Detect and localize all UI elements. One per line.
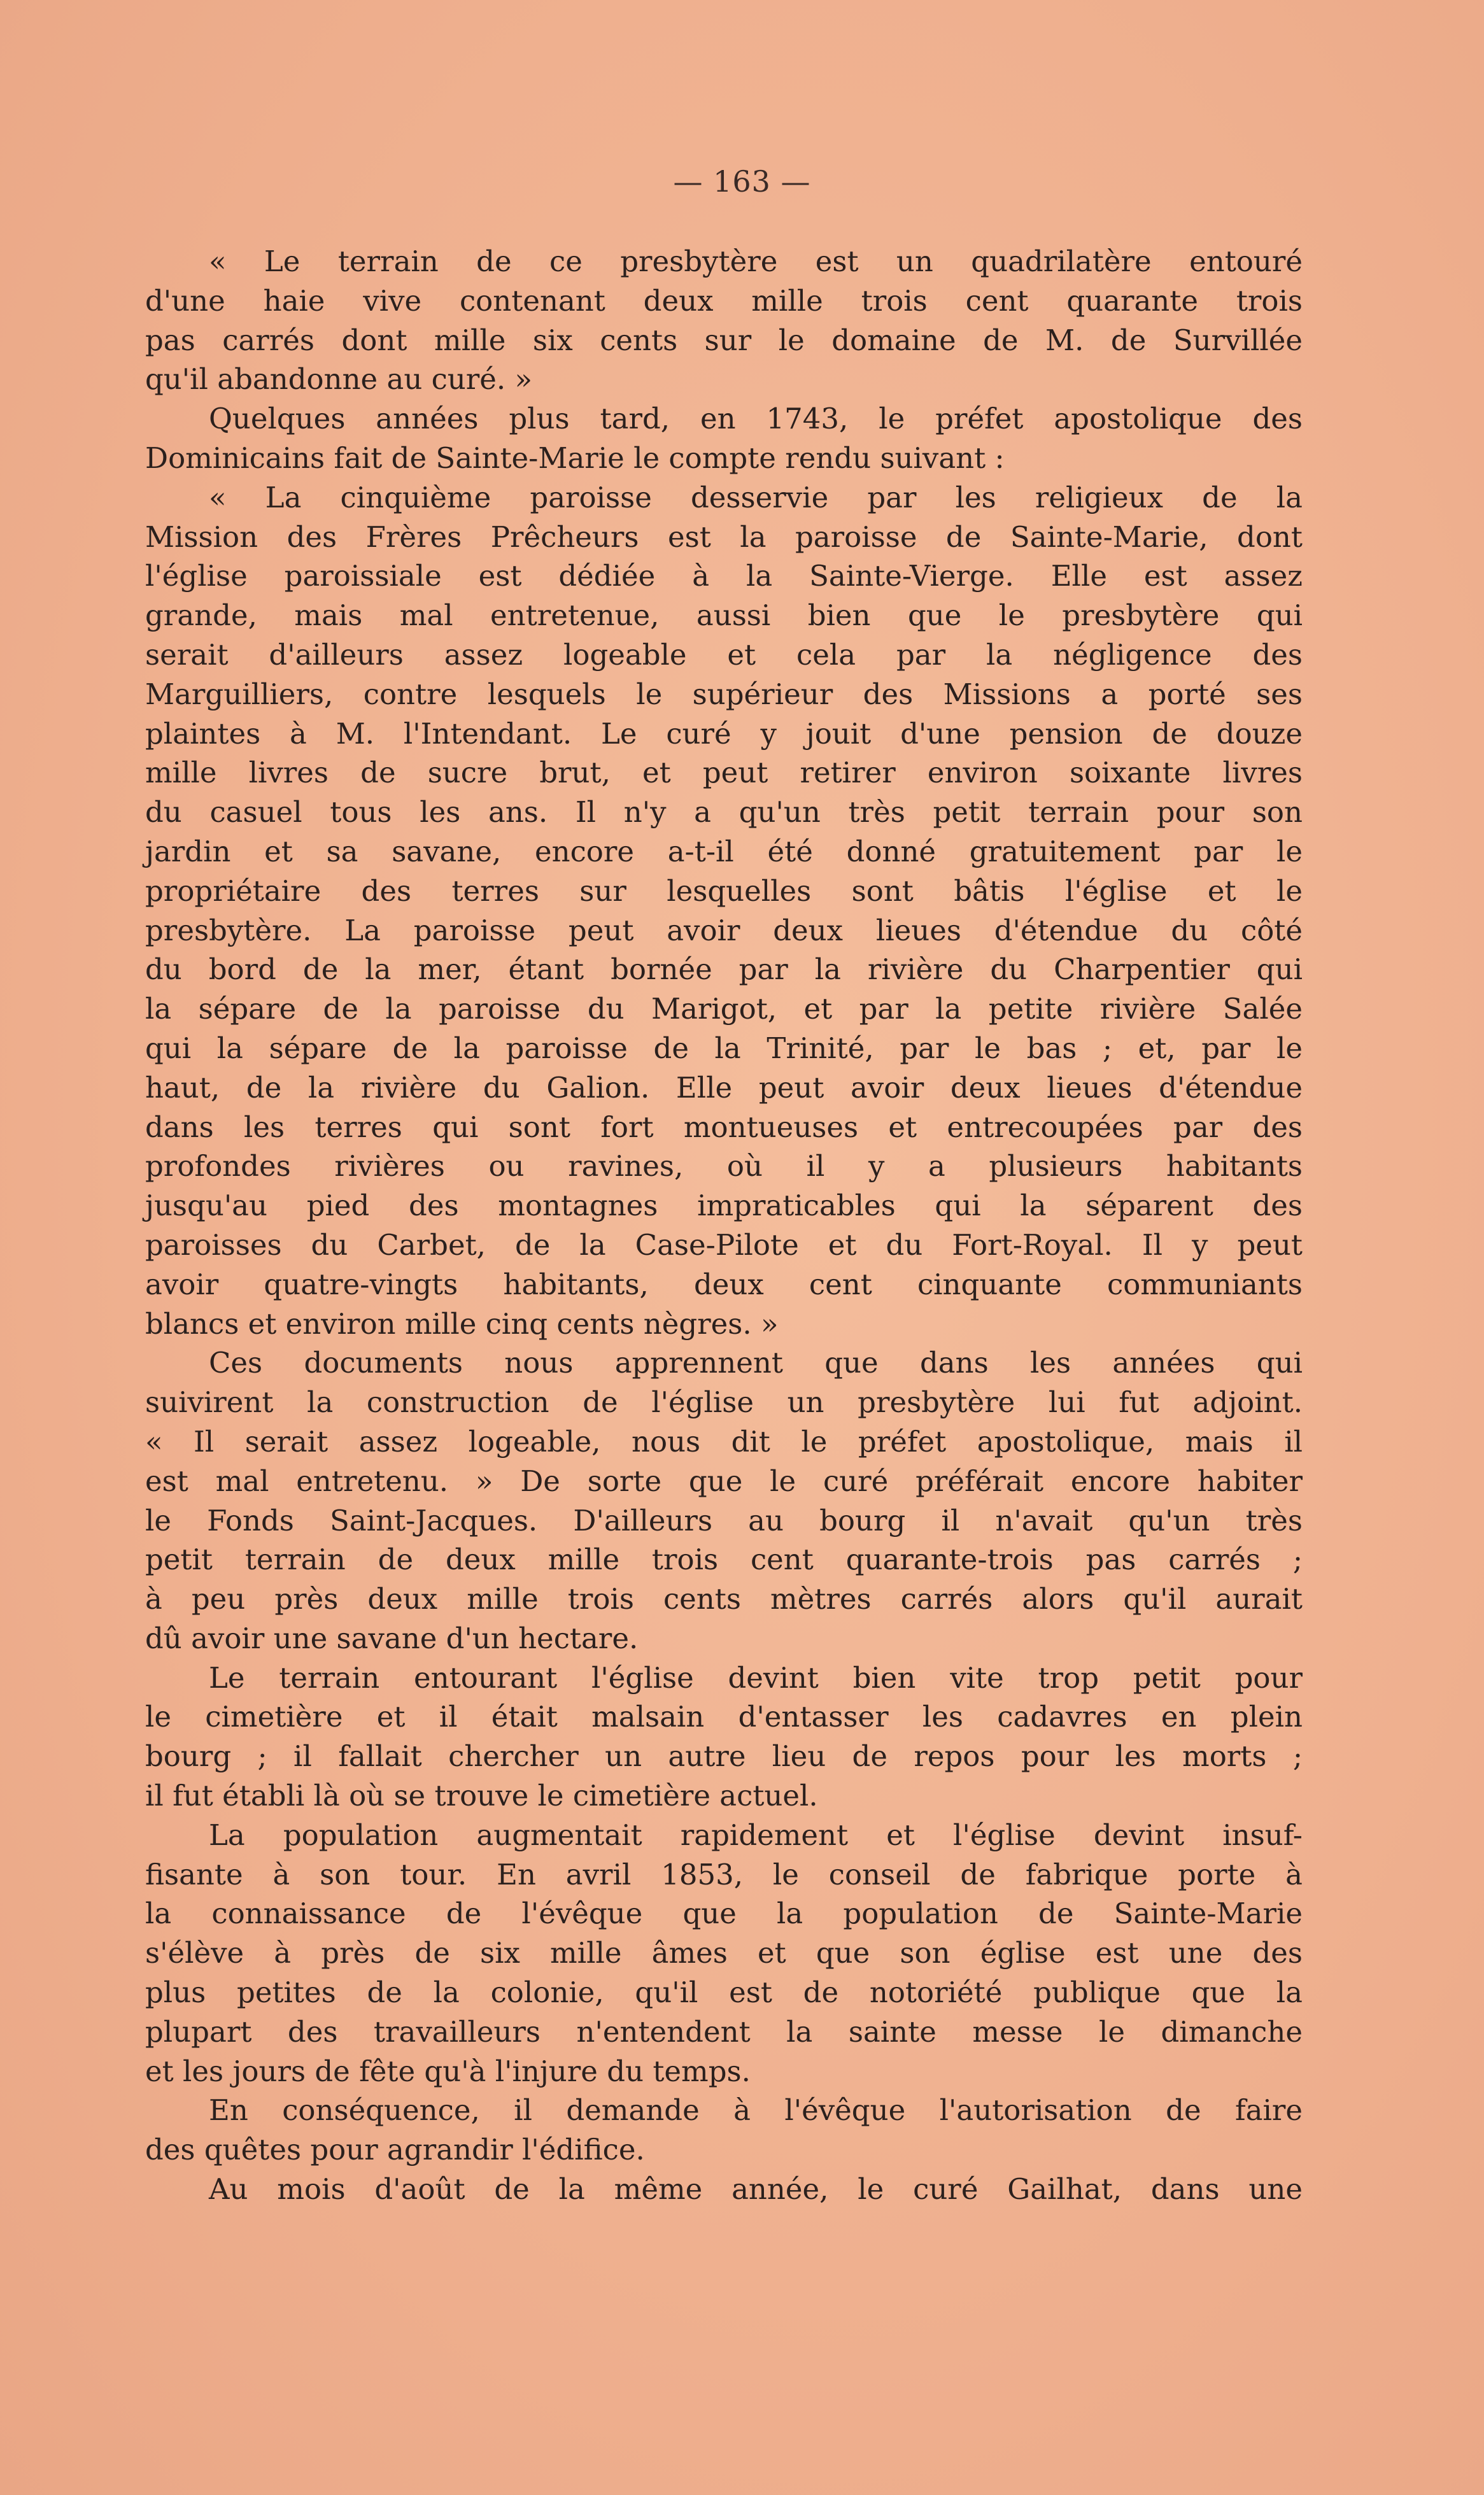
text-line: jardin et sa savane, encore a-t-il été donné gratuitement par le bbox=[145, 834, 1303, 868]
text-line: bourg ; il fallait chercher un autre lieu de repos pour les morts ; bbox=[145, 1739, 1303, 1774]
text-line: Mission des Frères Prêcheurs est la paroisse de Sainte-Marie, dont bbox=[145, 519, 1303, 554]
text-line: le Fonds Saint-Jacques. D'ailleurs au bourg il n'avait qu'un très bbox=[145, 1503, 1303, 1537]
text-line: suivirent la construction de l'église un presbytère lui fut adjoint. bbox=[145, 1385, 1303, 1420]
text-line: Le terrain entourant l'église devint bien vite trop petit pour bbox=[209, 1660, 1303, 1695]
text-line: Au mois d'août de la même année, le curé Gailhat, dans une bbox=[209, 2172, 1303, 2207]
text-line: et les jours de fête qu'à l'injure du temps. bbox=[145, 2054, 751, 2088]
text-line: le cimetière et il était malsain d'entasser les cadavres en plein bbox=[145, 1700, 1303, 1734]
text-line: Dominicains fait de Sainte-Marie le compte rendu suivant : bbox=[145, 441, 1005, 475]
body-text bbox=[145, 242, 1303, 2209]
text-line: avoir quatre-vingts habitants, deux cent cinquante communiants bbox=[145, 1267, 1303, 1301]
text-line: dû avoir une savane d'un hectare. bbox=[145, 1621, 639, 1655]
text-line: La population augmentait rapidement et l'église devint insuf- bbox=[209, 1818, 1303, 1852]
text-line: plupart des travailleurs n'entendent la sainte messe le dimanche bbox=[145, 2014, 1303, 2049]
text-line: Quelques années plus tard, en 1743, le préfet apostolique des bbox=[209, 402, 1303, 436]
text-line: En conséquence, il demande à l'évêque l'autorisation de faire bbox=[209, 2093, 1303, 2128]
text-line: Ces documents nous apprennent que dans les années qui bbox=[209, 1346, 1303, 1380]
text-line: du casuel tous les ans. Il n'y a qu'un très petit terrain pour son bbox=[145, 795, 1303, 830]
text-line: jusqu'au pied des montagnes impraticables qui la séparent des bbox=[145, 1189, 1303, 1223]
text-line: il fut établi là où se trouve le cimetière actuel. bbox=[145, 1779, 818, 1813]
text-line: presbytère. La paroisse peut avoir deux lieues d'étendue du côté bbox=[145, 913, 1303, 947]
text-line: la connaissance de l'évêque que la population de Sainte-Marie bbox=[145, 1897, 1303, 1931]
text-line: grande, mais mal entretenue, aussi bien que le presbytère qui bbox=[145, 598, 1303, 633]
text-line: qu'il abandonne au curé. » bbox=[145, 362, 533, 397]
text-line: d'une haie vive contenant deux mille trois cent quarante trois bbox=[145, 283, 1303, 318]
text-line: s'élève à près de six mille âmes et que son église est une des bbox=[145, 1936, 1303, 1970]
text-line: des quêtes pour agrandir l'édifice. bbox=[145, 2133, 645, 2167]
text-line: Marguilliers, contre lesquels le supérieur des Missions a porté ses bbox=[145, 677, 1303, 711]
text-line: à peu près deux mille trois cents mètres carrés alors qu'il aurait bbox=[145, 1582, 1303, 1616]
text-line: du bord de la mer, étant bornée par la rivière du Charpentier qui bbox=[145, 952, 1303, 987]
text-line: est mal entretenu. » De sorte que le curé préférait encore habiter bbox=[145, 1464, 1303, 1498]
text-line: qui la sépare de la paroisse de la Trinité, par le bas ; et, par le bbox=[145, 1031, 1303, 1065]
text-line: blancs et environ mille cinq cents nègres. » bbox=[145, 1306, 779, 1341]
text-line: dans les terres qui sont fort montueuses et entrecoupées par des bbox=[145, 1110, 1303, 1144]
text-line: l'église paroissiale est dédiée à la Sainte-Vierge. Elle est assez bbox=[145, 559, 1303, 593]
text-line: pas carrés dont mille six cents sur le domaine de M. de Survillée bbox=[145, 323, 1303, 357]
text-line: paroisses du Carbet, de la Case-Pilote et du Fort-Royal. Il y peut bbox=[145, 1227, 1303, 1262]
text-line: plus petites de la colonie, qu'il est de notoriété publique que la bbox=[145, 1976, 1303, 2010]
text-line: propriétaire des terres sur lesquelles sont bâtis l'église et le bbox=[145, 873, 1303, 908]
text-line: serait d'ailleurs assez logeable et cela par la négligence des bbox=[145, 637, 1303, 672]
text-line: « Le terrain de ce presbytère est un quadrilatère entouré bbox=[209, 244, 1303, 278]
text-line: « Il serait assez logeable, nous dit le préfet apostolique, mais il bbox=[145, 1424, 1303, 1459]
text-line: fisante à son tour. En avril 1853, le conseil de fabrique porte à bbox=[145, 1857, 1303, 1891]
text-line: petit terrain de deux mille trois cent quarante-trois pas carrés ; bbox=[145, 1543, 1303, 1577]
page-number: — 163 — bbox=[673, 164, 811, 199]
text-line: « La cinquième paroisse desservie par les religieux de la bbox=[209, 480, 1303, 514]
text-line: profondes rivières ou ravines, où il y a plusieurs habitants bbox=[145, 1149, 1303, 1184]
text-line: plaintes à M. l'Intendant. Le curé y jouit d'une pension de douze bbox=[145, 716, 1303, 751]
text-line: mille livres de sucre brut, et peut retirer environ soixante livres bbox=[145, 756, 1303, 790]
text-line: haut, de la rivière du Galion. Elle peut avoir deux lieues d'étendue bbox=[145, 1070, 1303, 1105]
text-line: la sépare de la paroisse du Marigot, et par la petite rivière Salée bbox=[145, 992, 1303, 1026]
